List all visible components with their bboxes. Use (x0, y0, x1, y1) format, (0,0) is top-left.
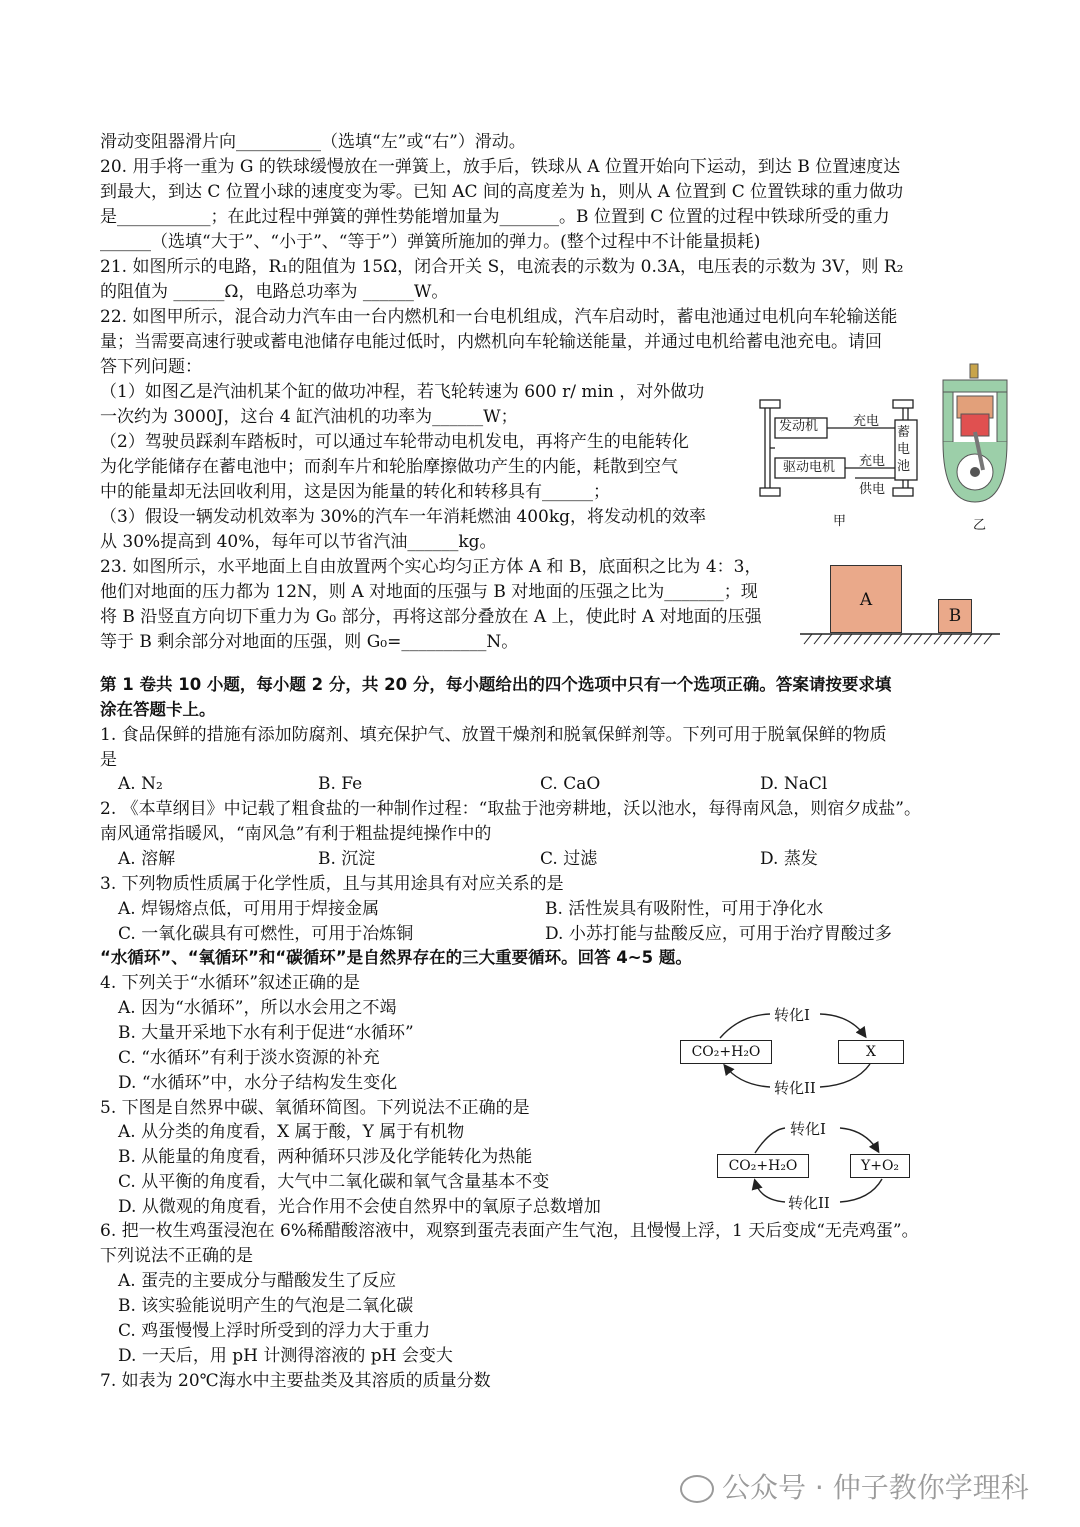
text-line: 为化学能储存在蓄电池中；而刹车片和轮胎摩擦做功产生的内能，耗散到空气 (100, 457, 678, 477)
cycle1-bottom-label: 转化II (774, 1079, 816, 1097)
option-d: D. 蒸发 (760, 849, 818, 869)
cycle1-right-box: X (838, 1040, 904, 1064)
option-a: A. 因为“水循环”，所以水会用之不竭 (118, 998, 397, 1018)
figure-caption-yi: 乙 (973, 518, 987, 533)
option-a: A. 焊锡熔点低，可用用于焊接金属 (118, 899, 380, 919)
option-b: B. 大量开采地下水有利于促进“水循环” (118, 1023, 414, 1043)
option-c: C. 从平衡的角度看，大气中二氧化碳和氧气含量基本不变 (118, 1172, 550, 1192)
cycle2-right-box: Y+O₂ (850, 1154, 910, 1178)
question-2: 2. 《本草纲目》中记载了粗食盐的一种制作过程：“取盐于池旁耕地，沃以池水，每得南风急，则宿夕成盐”。 (100, 799, 922, 819)
question-22: 22. 如图甲所示，混合动力汽车由一台内燃机和一台电机组成，汽车启动时，蓄电池通过电机向车轮输送能 (100, 307, 898, 327)
section-header: 涂在答题卡上。 (100, 700, 216, 719)
option-d: D. “水循环”中，水分子结构发生变化 (118, 1073, 398, 1093)
option-a: A. 从分类的角度看，X 属于酸，Y 属于有机物 (118, 1122, 465, 1142)
text-line: 等于 B 剩余部分对地面的压强，则 G₀=__________N。 (100, 632, 519, 652)
text-line: 下列说法不正确的是 (100, 1246, 253, 1266)
option-d: D. 从微观的角度看，光合作用不会使自然界中的氧原子总数增加 (118, 1197, 601, 1217)
charge-label: 充电 (859, 454, 886, 469)
ground-line (800, 632, 1000, 646)
question-4: 4. 下列关于“水循环”叙述正确的是 (100, 973, 361, 993)
text-line: 滑动变阻器滑片向__________（选填“左”或“右”）滑动。 (100, 132, 526, 152)
option-d: D. 一天后，用 pH 计测得溶液的 pH 会变大 (118, 1346, 453, 1366)
option-c: C. CaO (540, 774, 601, 794)
engine-cylinder-diagram (935, 362, 1015, 537)
option-a: A. N₂ (118, 774, 163, 794)
option-a: A. 溶解 (118, 849, 176, 869)
question-6: 6. 把一枚生鸡蛋浸泡在 6%稀醋酸溶液中，观察到蛋壳表面产生气泡，且慢慢上浮，1 天后变成“无壳鸡蛋”。 (100, 1221, 919, 1241)
option-d: D. 小苏打能与盐酸反应，可用于治疗胃酸过多 (545, 924, 892, 944)
question-3: 3. 下列物质性质属于化学性质，且与其用途具有对应关系的是 (100, 874, 564, 894)
intro-4-5: “水循环”、“氧循环”和“碳循环”是自然界存在的三大重要循环。回答 4~5 题。 (100, 948, 692, 967)
cycle-diagram-1 (670, 1000, 920, 1100)
text-line: 一次约为 3000J，这台 4 缸汽油机的功率为______W； (100, 407, 518, 427)
text-line: （3）假设一辆发动机效率为 30%的汽车一年消耗燃油 400kg，将发动机的效率 (100, 507, 707, 527)
option-d: D. NaCl (760, 774, 828, 794)
text-line: 到最大，到达 C 位置小球的速度变为零。已知 AC 间的高度差为 h，则从 A 位置到 C 位置铁球的重力做功 (100, 182, 904, 202)
option-b: B. Fe (318, 774, 363, 794)
option-a: A. 蛋壳的主要成分与醋酸发生了反应 (118, 1271, 397, 1291)
option-b: B. 沉淀 (318, 849, 376, 869)
blocks-diagram (800, 565, 1000, 645)
question-20: 20. 用手将一重为 G 的铁球缓慢放在一弹簧上，放手后，铁球从 A 位置开始向下运动，到达 B 位置速度达 (100, 157, 901, 177)
block-b (938, 599, 972, 633)
wechat-icon (680, 1475, 714, 1503)
text-line: ______（选填“大于”、“小于”、“等于”）弹簧所施加的弹力。(整个过程中不计能量损耗) (100, 232, 761, 252)
engine-label: 发动机 (779, 419, 819, 434)
question-1: 1. 食品保鲜的措施有添加防腐剂、填充保护气、放置干燥剂和脱氧保鲜剂等。下列可用于脱氧保鲜的物质 (100, 725, 887, 745)
battery-label: 蓄电池 (897, 425, 911, 474)
cycle1-left-box: CO₂+H₂O (680, 1040, 772, 1064)
question-5: 5. 下图是自然界中碳、氧循环简图。下列说法不正确的是 (100, 1098, 530, 1118)
cycle2-bottom-label: 转化II (788, 1194, 830, 1212)
section-header: 第 1 卷共 10 小题，每小题 2 分，共 20 分，每小题给出的四个选项中只有一个选项正确。答案请按要求填 (100, 675, 892, 694)
motor-label: 驱动电机 (783, 460, 836, 475)
cycle2-left-box: CO₂+H₂O (717, 1154, 809, 1178)
text-line: 的阻值为 ______Ω，电路总功率为 ______W。 (100, 282, 449, 302)
text-line: 南风通常指暖风，“南风急”有利于粗盐提纯操作中的 (100, 824, 492, 844)
text-line: 他们对地面的压力都为 12N，则 A 对地面的压强与 B 对地面的压强之比为_______；现 (100, 582, 758, 602)
question-23: 23. 如图所示，水平地面上自由放置两个实心均匀正方体 A 和 B，底面积之比为 4：3， (100, 557, 762, 577)
text-line: （2）驾驶员踩刹车踏板时，可以通过车轮带动电机发电，再将产生的电能转化 (100, 432, 689, 452)
text-line: 是 (100, 750, 117, 770)
option-c: C. 过滤 (540, 849, 598, 869)
block-a (830, 565, 902, 633)
text-line: 从 30%提高到 40%，每年可以节省汽油______kg。 (100, 532, 497, 552)
charge-label: 充电 (853, 414, 880, 429)
cycle-diagram-2 (710, 1115, 920, 1215)
supply-label: 供电 (859, 482, 886, 497)
option-c: C. “水循环”有利于淡水资源的补充 (118, 1048, 380, 1068)
cycle1-top-label: 转化I (774, 1006, 810, 1024)
figure-caption-jia: 甲 (833, 514, 847, 529)
text-line: 答下列问题： (100, 357, 202, 377)
text-line: （1）如图乙是汽油机某个缸的做功冲程，若飞轮转速为 600 r/ min ，对外做功 (100, 382, 705, 402)
text-line: 将 B 沿竖直方向切下重力为 G₀ 部分，再将这部分叠放在 A 上，使此时 A 对地面的压强 (100, 607, 762, 627)
cylinder-illustration (935, 362, 1015, 512)
hybrid-car-diagram (755, 398, 925, 533)
watermark (680, 1466, 1029, 1506)
option-c: C. 一氧化碳具有可燃性，可用于冶炼铜 (118, 924, 414, 944)
text-line: 是___________；在此过程中弹簧的弹性势能增加量为_______。B 位置到 C 位置的过程中铁球所受的重力 (100, 207, 890, 227)
question-21: 21. 如图所示的电路，R₁的阻值为 15Ω，闭合开关 S，电流表的示数为 0.3A，电压表的示数为 3V，则 R₂ (100, 257, 904, 277)
block-a-label: A (859, 590, 873, 610)
text-line: 中的能量却无法回收利用，这是因为能量的转化和转移具有______； (100, 482, 610, 502)
text-line: 量；当需要高速行驶或蓄电池储存电能过低时，内燃机向车轮输送能量，并通过电机给蓄电池充电。请回 (100, 332, 882, 352)
option-c: C. 鸡蛋慢慢上浮时所受到的浮力大于重力 (118, 1321, 431, 1341)
watermark-text: 公众号 · 仲子教你学理科 (722, 1471, 1029, 1504)
option-b: B. 活性炭具有吸附性，可用于净化水 (545, 899, 824, 919)
option-b: B. 从能量的角度看，两种循环只涉及化学能转化为热能 (118, 1147, 533, 1167)
block-b-label: B (948, 606, 962, 626)
question-7: 7. 如表为 20℃海水中主要盐类及其溶质的质量分数 (100, 1371, 491, 1391)
option-b: B. 该实验能说明产生的气泡是二氧化碳 (118, 1296, 414, 1316)
cycle2-top-label: 转化I (790, 1120, 826, 1138)
